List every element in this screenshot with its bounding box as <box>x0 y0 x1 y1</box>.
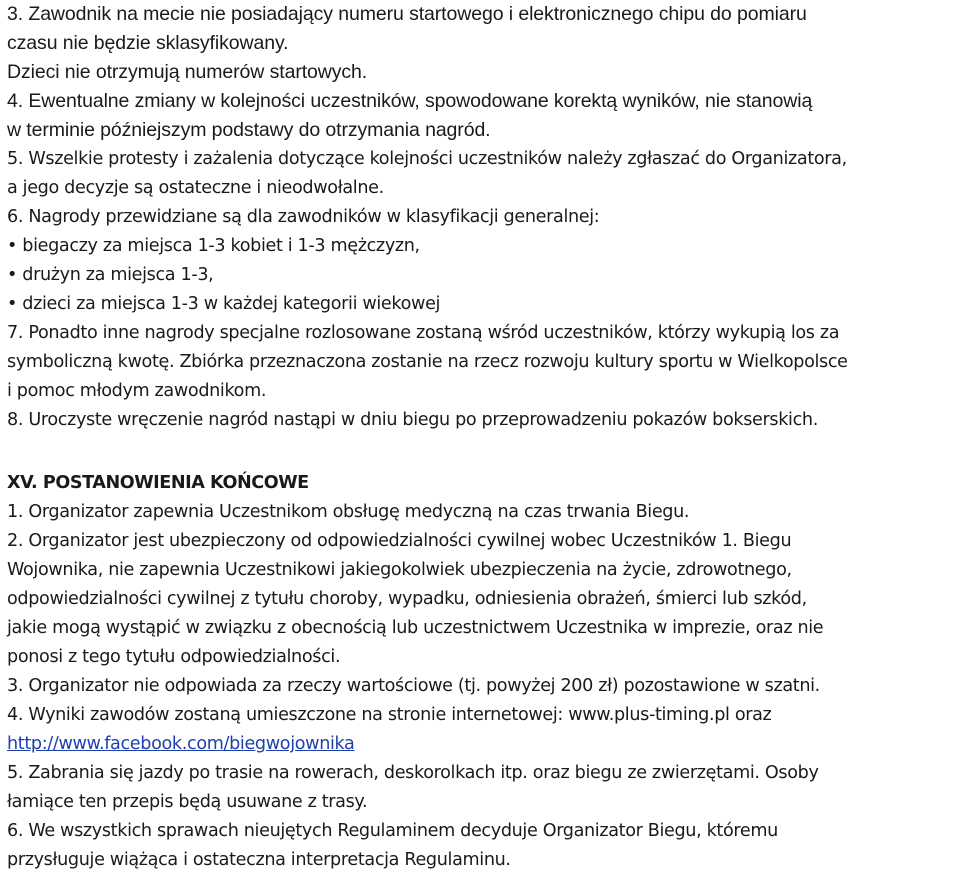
paragraph-line: symboliczną kwotę. Zbiórka przeznaczona zostanie na rzecz rozwoju kultury sportu w Wielkopolsce <box>7 352 848 372</box>
paragraph-line: 1. Organizator zapewnia Uczestnikom obsługę medyczną na czas trwania Biegu. <box>7 502 690 522</box>
paragraph-line: 4. Wyniki zawodów zostaną umieszczone na stronie internetowej: www.plus-timing.pl oraz <box>7 705 772 725</box>
paragraph-line: 6. Nagrody przewidziane są dla zawodników w klasyfikacji generalnej: <box>7 207 600 227</box>
section-spacer <box>7 435 957 469</box>
paragraph-line: 7. Ponadto inne nagrody specjalne rozlosowane zostaną wśród uczestników, którzy wykupią los za <box>7 323 840 343</box>
paragraph-line: 6. We wszystkich sprawach nieujętych Regulaminem decyduje Organizator Biegu, któremu <box>7 821 778 841</box>
paragraph-line: 8. Uroczyste wręczenie nagród nastąpi w dniu biegu po przeprowadzeniu pokazów bokserskich. <box>7 410 818 430</box>
paragraph-line: łamiące ten przepis będą usuwane z trasy. <box>7 792 368 812</box>
paragraph-line: Wojownika, nie zapewnia Uczestnikowi jakiegokolwiek ubezpieczenia na życie, zdrowotnego, <box>7 560 792 580</box>
bullet-item: • drużyn za miejsca 1-3, <box>7 265 214 285</box>
paragraph-line: przysługuje wiążąca i ostateczna interpretacja Regulaminu. <box>7 850 511 870</box>
paragraph-line: Dzieci nie otrzymują numerów startowych. <box>7 61 368 83</box>
paragraph-line: 2. Organizator jest ubezpieczony od odpowiedzialności cywilnej wobec Uczestników 1. Biegu <box>7 531 792 551</box>
facebook-link[interactable]: http://www.facebook.com/biegwojownika <box>7 734 355 754</box>
document-page <box>7 0 957 875</box>
paragraph-line: jakie mogą wystąpić w związku z obecnością lub uczestnictwem Uczestnika w imprezie, oraz nie <box>7 618 824 638</box>
section-heading: XV. POSTANOWIENIA KOŃCOWE <box>7 473 309 493</box>
paragraph-line: ponosi z tego tytułu odpowiedzialności. <box>7 647 341 667</box>
paragraph-line: 5. Zabrania się jazdy po trasie na rowerach, deskorolkach itp. oraz biegu ze zwierzętami. Osoby <box>7 763 819 783</box>
section-xv <box>7 469 957 875</box>
prev-section <box>7 0 957 435</box>
paragraph-line: i pomoc młodym zawodnikom. <box>7 381 267 401</box>
paragraph-line: czasu nie będzie sklasyfikowany. <box>7 32 289 54</box>
facebook-link-line <box>7 730 957 759</box>
bullet-item: • biegaczy za miejsca 1-3 kobiet i 1-3 mężczyzn, <box>7 236 420 256</box>
paragraph-line: w terminie późniejszym podstawy do otrzymania nagród. <box>7 119 491 141</box>
paragraph-line: 5. Wszelkie protesty i zażalenia dotyczące kolejności uczestników należy zgłaszać do Organizatora, <box>7 149 847 169</box>
bullet-item: • dzieci za miejsca 1-3 w każdej kategorii wiekowej <box>7 294 441 314</box>
paragraph-line: a jego decyzje są ostateczne i nieodwołalne. <box>7 178 384 198</box>
paragraph-line: 3. Organizator nie odpowiada za rzeczy wartościowe (tj. powyżej 200 zł) pozostawione w szatni. <box>7 676 820 696</box>
paragraph-line: odpowiedzialności cywilnej z tytułu choroby, wypadku, odniesienia obrażeń, śmierci lub szkód, <box>7 589 807 609</box>
paragraph-line: 4. Ewentualne zmiany w kolejności uczestników, spowodowane korektą wyników, nie stanowią <box>7 90 813 112</box>
paragraph-line: 3. Zawodnik na mecie nie posiadający numeru startowego i elektronicznego chipu do pomiaru <box>7 3 807 25</box>
